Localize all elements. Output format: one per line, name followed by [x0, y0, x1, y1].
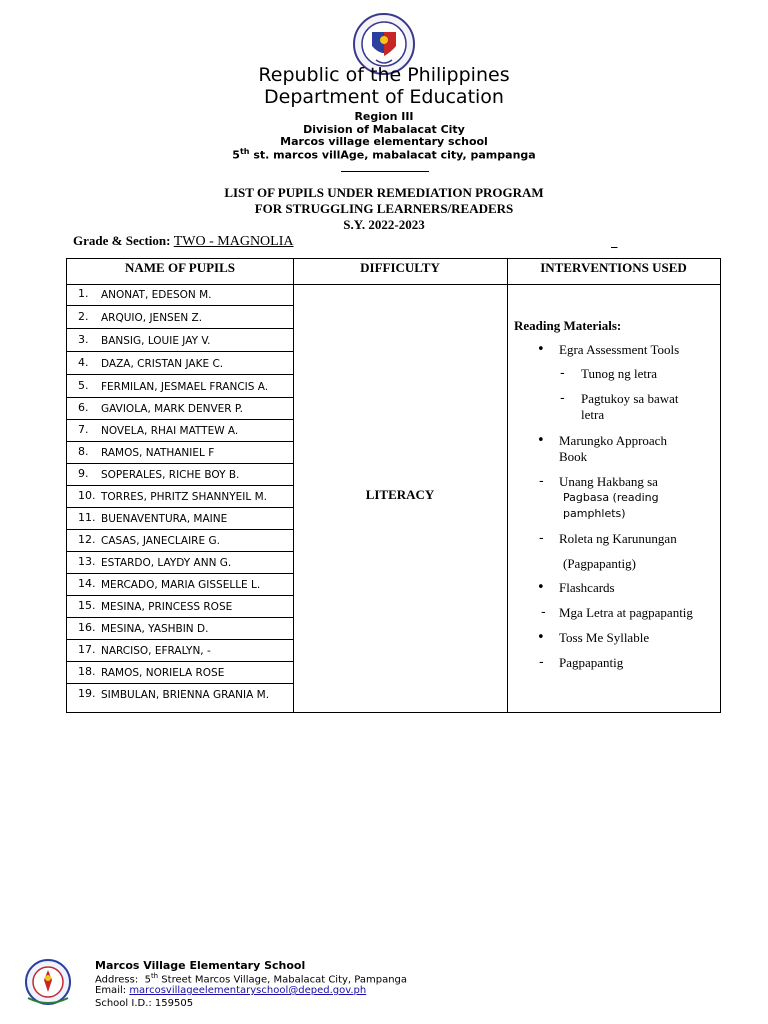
table-row	[67, 376, 293, 398]
table-row	[67, 284, 293, 306]
bullet-icon: •	[537, 630, 545, 645]
row-number: 18.	[78, 665, 96, 678]
department-heading: Department of Education	[264, 86, 504, 108]
intervention-item: Toss Me Syllable	[559, 630, 650, 645]
intervention-item: Book	[559, 449, 588, 464]
pupil-name: CASAS, JANECLAIRE G.	[101, 535, 220, 547]
grade-section	[73, 233, 294, 250]
column-header-difficulty: DIFFICULTY	[360, 260, 440, 275]
pupil-name: DAZA, CRISTAN JAKE C.	[101, 358, 224, 370]
row-number: 5.	[78, 379, 89, 392]
email-link[interactable]: marcosvillageelementaryschool@deped.gov.ph	[129, 985, 367, 996]
row-number: 19.	[78, 687, 96, 700]
table-row	[67, 420, 293, 442]
row-number: 14.	[78, 577, 96, 590]
pupil-name: RAMOS, NORIELA ROSE	[101, 667, 225, 679]
school-label: Marcos village elementary school	[280, 135, 488, 148]
table-row	[67, 640, 293, 662]
intervention-subitem: Tunog ng letra	[581, 366, 658, 381]
division-label: Division of Mabalacat City	[303, 123, 465, 136]
school-year: S.Y. 2022-2023	[343, 217, 425, 232]
document-title-line2: FOR STRUGGLING LEARNERS/READERS	[254, 201, 514, 216]
row-number: 16.	[78, 621, 96, 634]
dash-icon: -	[560, 391, 565, 406]
table-row	[67, 574, 293, 596]
pupil-name: MESINA, PRINCESS ROSE	[101, 601, 233, 613]
column-divider	[507, 259, 508, 712]
republic-heading: Republic of the Philippines	[258, 64, 510, 86]
row-number: 11.	[78, 511, 96, 524]
row-number: 7.	[78, 423, 89, 436]
pupil-name: ARQUIO, JENSEN Z.	[101, 312, 203, 324]
dash-icon: -	[560, 366, 565, 381]
region-label: Region III	[354, 110, 414, 123]
row-number: 13.	[78, 555, 96, 568]
pupils-table	[66, 258, 721, 713]
intervention-item: Mga Letra at pagpapantig	[559, 605, 693, 620]
intervention-item: Pagpapantig	[559, 655, 624, 670]
dash-icon: -	[539, 474, 544, 489]
table-row	[67, 552, 293, 574]
row-number: 6.	[78, 401, 89, 414]
pupil-name: BANSIG, LOUIE JAY V.	[101, 335, 211, 347]
intervention-subitem: Pagtukoy sa bawat	[581, 391, 679, 406]
table-row	[67, 330, 293, 352]
row-number: 9.	[78, 467, 89, 480]
bullet-icon: •	[537, 342, 545, 357]
table-row	[67, 307, 293, 329]
dash-icon: -	[541, 605, 546, 620]
table-row	[67, 442, 293, 464]
table-row	[67, 486, 293, 508]
pupil-name: NARCISO, EFRALYN, -	[101, 645, 211, 657]
table-row	[67, 508, 293, 530]
footer-address: Address: 5th Street Marcos Village, Mabalacat City, Pampanga	[95, 972, 408, 986]
intervention-item: Roleta ng Karunungan	[559, 531, 677, 546]
pupil-name: MESINA, YASHBIN D.	[101, 623, 209, 635]
intervention-item: pamphlets)	[563, 507, 626, 520]
column-header-name: NAME OF PUPILS	[124, 260, 236, 275]
pupil-name: ANONAT, EDESON M.	[101, 289, 212, 301]
pupil-name: NOVELA, RHAI MATTEW A.	[101, 425, 239, 437]
table-row	[67, 596, 293, 618]
footer-school-id: School I.D.: 159505	[95, 998, 194, 1009]
pupil-name: GAVIOLA, MARK DENVER P.	[101, 403, 243, 415]
row-number: 15.	[78, 599, 96, 612]
pupil-name: SOPERALES, RICHE BOY B.	[101, 469, 240, 481]
intervention-item: Marungko Approach	[559, 433, 667, 448]
pupil-name: MERCADO, MARIA GISSELLE L.	[101, 579, 261, 591]
underline-mark	[611, 234, 618, 250]
column-divider	[293, 259, 294, 712]
pupil-name: TORRES, PHRITZ SHANNYEIL M.	[101, 491, 267, 503]
table-row	[67, 618, 293, 640]
interventions-heading: Reading Materials:	[514, 318, 622, 333]
document-title-line1: LIST OF PUPILS UNDER REMEDIATION PROGRAM	[224, 185, 544, 200]
row-number: 12.	[78, 533, 96, 546]
row-number: 3.	[78, 333, 89, 346]
row-number: 1.	[78, 287, 89, 300]
table-row	[67, 398, 293, 420]
pupil-name: ESTARDO, LAYDY ANN G.	[101, 557, 232, 569]
bullet-icon: •	[537, 580, 545, 595]
intervention-item: (Pagpapantig)	[563, 556, 636, 571]
intervention-item: Pagbasa (reading	[563, 491, 659, 504]
row-number: 4.	[78, 356, 89, 369]
footer-school-name: Marcos Village Elementary School	[95, 959, 306, 972]
column-header-interventions: INTERVENTIONS USED	[540, 260, 687, 275]
bullet-icon: •	[537, 433, 545, 448]
school-address: 5th st. marcos villAge, mabalacat city, pampanga	[232, 147, 536, 162]
pupil-name: BUENAVENTURA, MAINE	[101, 513, 228, 525]
intervention-subitem: letra	[581, 407, 605, 422]
row-number: 8.	[78, 445, 89, 458]
intervention-item: Egra Assessment Tools	[559, 342, 680, 357]
intervention-item: Unang Hakbang sa	[559, 474, 658, 489]
grade-section-value: TWO - MAGNOLIA	[173, 234, 294, 249]
table-row	[67, 353, 293, 375]
difficulty-value: LITERACY	[365, 487, 435, 502]
grade-section-label: Grade & Section:	[73, 233, 171, 248]
dash-icon: -	[539, 655, 544, 670]
pupil-name: FERMILAN, JESMAEL FRANCIS A.	[101, 381, 269, 393]
intervention-item: Flashcards	[559, 580, 615, 595]
pupil-name: SIMBULAN, BRIENNA GRANIA M.	[101, 689, 270, 701]
table-row	[67, 464, 293, 486]
table-row	[67, 684, 293, 706]
footer-email: Email: marcosvillageelementaryschool@deped.gov.ph	[95, 985, 367, 996]
row-number: 17.	[78, 643, 96, 656]
row-number: 2.	[78, 310, 89, 323]
table-row	[67, 530, 293, 552]
school-logo	[22, 958, 76, 1006]
dash-icon: -	[539, 531, 544, 546]
pupil-name: RAMOS, NATHANIEL F	[101, 447, 215, 459]
row-number: 10.	[78, 489, 96, 502]
header-divider	[341, 171, 429, 172]
table-row	[67, 662, 293, 684]
